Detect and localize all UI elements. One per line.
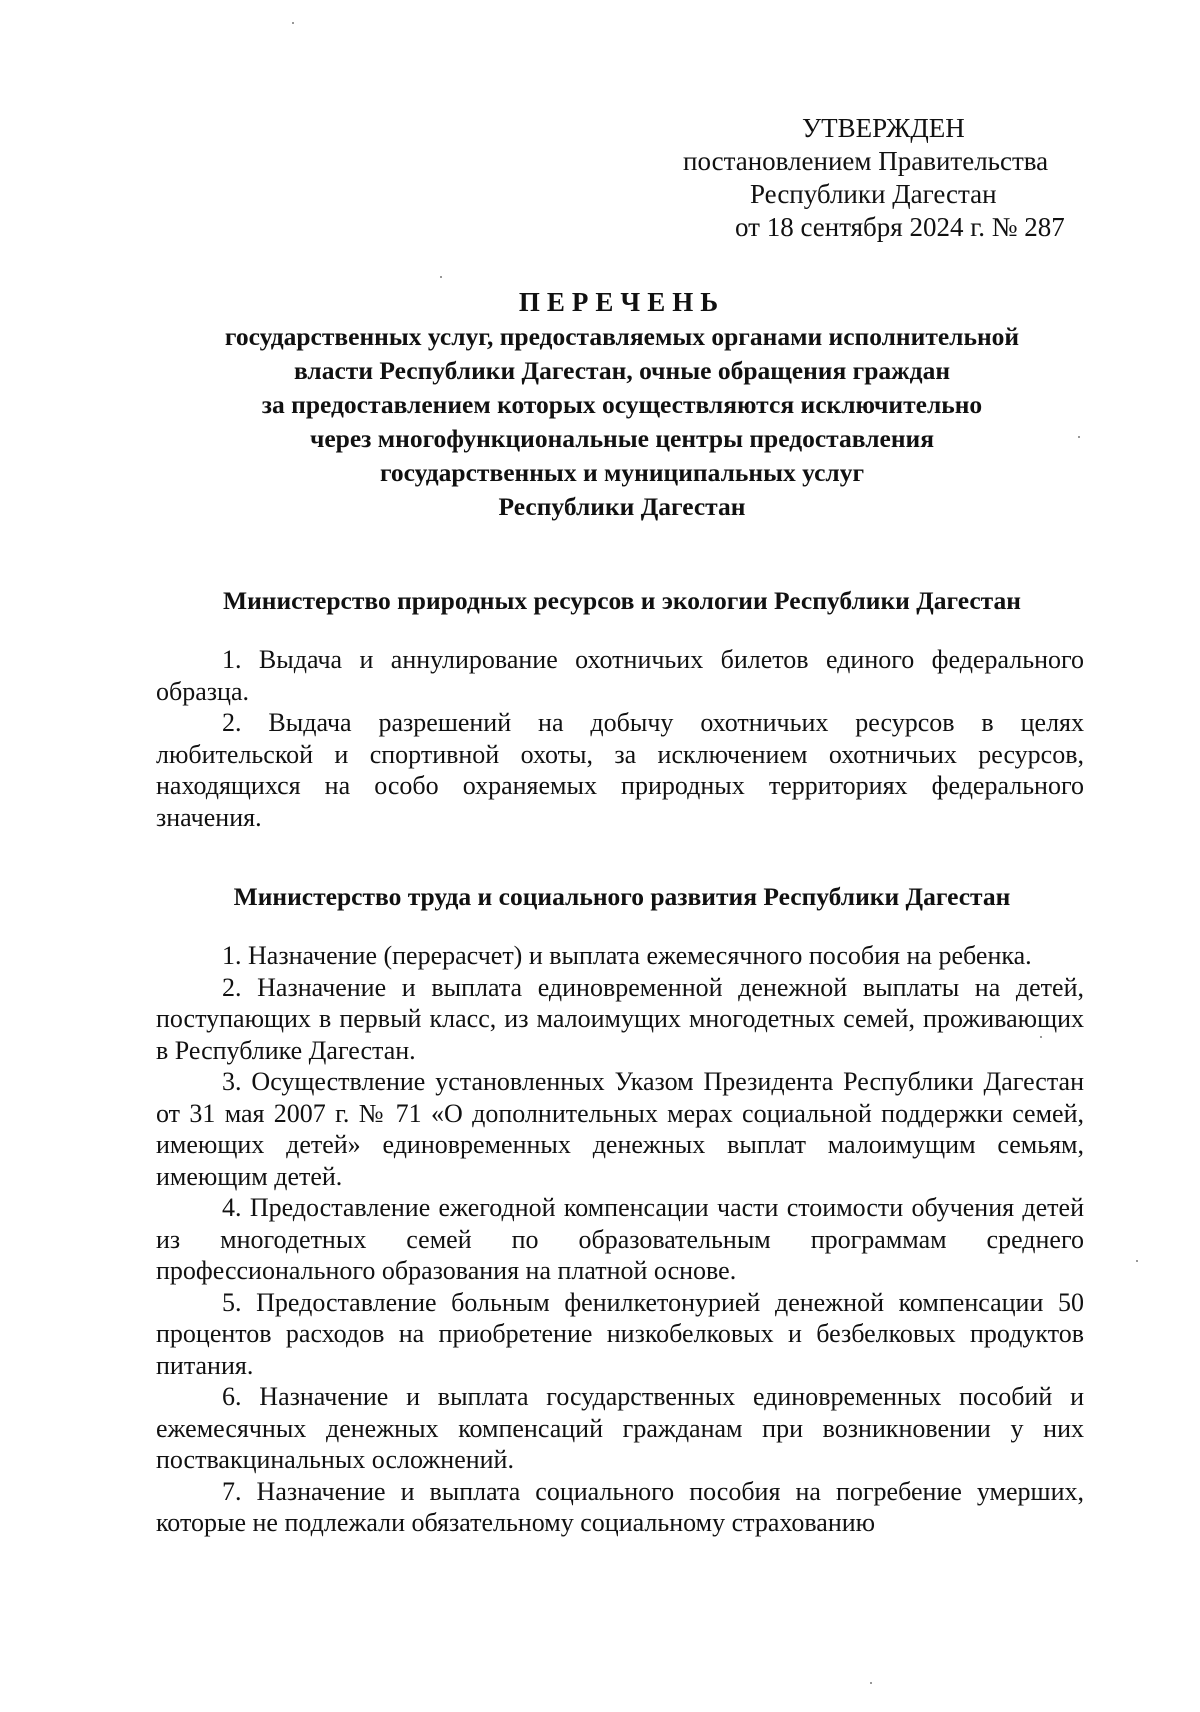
list-item: 1. Выдача и аннулирование охотничьих билетов единого федерального образца. [156, 645, 1084, 706]
list-item: 6. Назначение и выплата государственных единовременных пособий и ежемесячных денежных компенсаций гражданам при возникновении у них поствакцинальных осложнений. [156, 1382, 1084, 1474]
section-heading-natural-resources: Министерство природных ресурсов и экологии Республики Дагестан [223, 586, 1021, 615]
list-item: 2. Выдача разрешений на добычу охотничьих ресурсов в целях любительской и спортивной охоты, за исключением охотничьих ресурсов, находящихся на особо охраняемых природных территориях федерального значения. [156, 708, 1084, 832]
section-items-natural-resources [156, 644, 1084, 833]
subtitle-line: государственных услуг, предоставляемых органами исполнительной [224, 322, 1020, 351]
list-item: 2. Назначение и выплата единовременной денежной выплаты на детей, поступающих в первый класс, из малоимущих многодетных семей, проживающих в Республике Дагестан. [156, 972, 1084, 1065]
scan-speck [440, 276, 442, 278]
scan-speck [1078, 436, 1080, 438]
approval-line-approved: УТВЕРЖДЕН [802, 113, 965, 143]
scan-speck [1040, 1036, 1042, 1038]
approval-stamp [640, 112, 1080, 244]
subtitle-line: через многофункциональные центры предоставления [309, 424, 934, 453]
approval-line-date-number: от 18 сентября 2024 г. № 287 [735, 212, 1065, 242]
approval-line-resolution: постановлением Правительства [683, 146, 1049, 176]
document-title: ПЕРЕЧЕНЬ [518, 287, 726, 317]
list-item: 3. Осуществление установленных Указом Президента Республики Дагестан от 31 мая 2007 г. № 71 «О дополнительных мерах социальной поддержки семей, имеющих детей» единовременных денежных выплат малоимущим семьям, имеющим детей. [156, 1067, 1084, 1191]
approval-line-republic: Республики Дагестан [750, 179, 997, 209]
section-heading-labor-social: Министерство труда и социального развития Республики Дагестан [233, 882, 1011, 911]
subtitle-line: власти Республики Дагестан, очные обращения граждан [293, 356, 951, 385]
subtitle-line: за предоставлением которых осуществляются исключительно [261, 390, 983, 419]
list-item: 5. Предоставление больным фенилкетонурией денежной компенсации 50 процентов расходов на приобретение низкобелковых и безбелковых продуктов питания. [156, 1287, 1084, 1380]
subtitle-line: государственных и муниципальных услуг [379, 458, 865, 487]
document-subtitle [152, 320, 1092, 524]
list-item: 1. Назначение (перерасчет) и выплата ежемесячного пособия на ребенка. [222, 941, 1032, 970]
scan-speck [292, 22, 294, 24]
list-item: 4. Предоставление ежегодной компенсации части стоимости обучения детей из многодетных семей по образовательным программам среднего профессионального образования на платной основе. [156, 1193, 1084, 1285]
subtitle-line: Республики Дагестан [498, 492, 746, 521]
scan-speck [870, 1682, 872, 1684]
scan-speck [1136, 1260, 1138, 1262]
section-items-labor-social [156, 940, 1084, 1539]
list-item: 7. Назначение и выплата социального пособия на погребение умерших, которые не подлежали обязательному социальному страхованию [156, 1476, 1084, 1537]
